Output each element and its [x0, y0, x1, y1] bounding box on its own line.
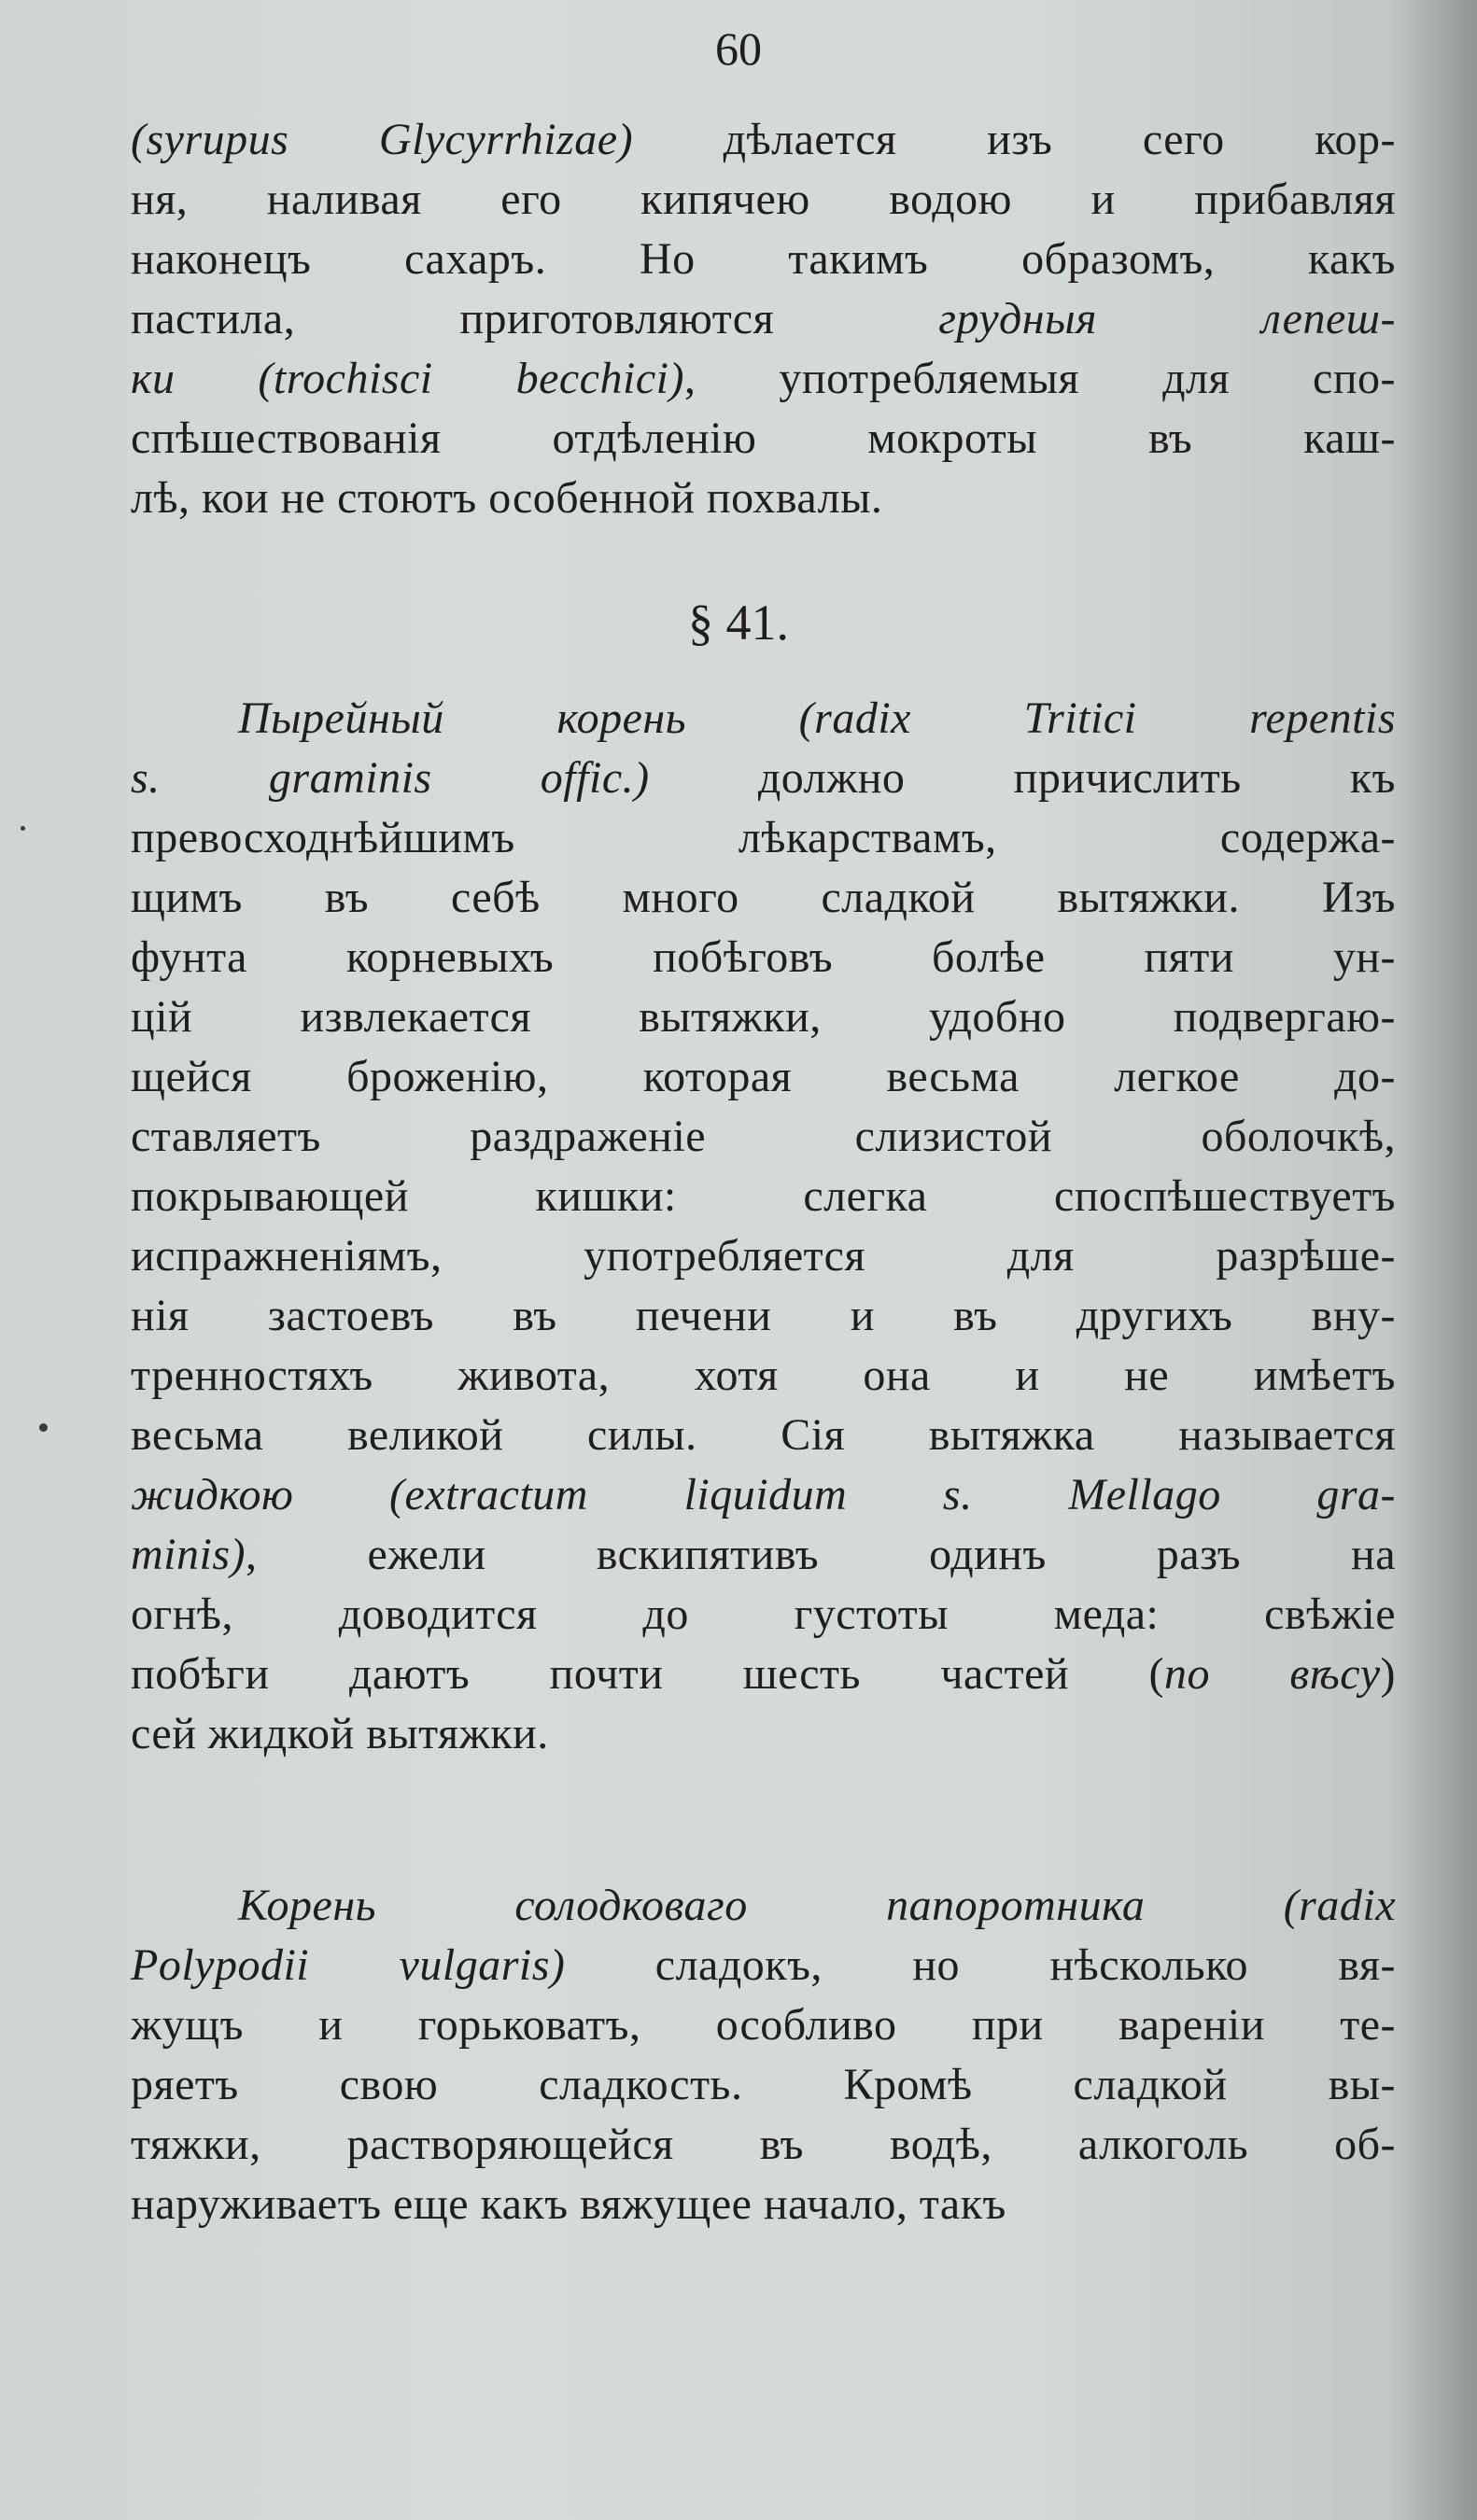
text-segment: спѣшествованія отдѣленію мокроты въ каш-	[131, 413, 1396, 463]
italic-segment: Пырейный корень (radix Tritici repentis	[238, 693, 1396, 743]
paragraph-1	[131, 110, 1396, 528]
italic-segment: жидкою (extractum liquidum s. Mellago gra-	[131, 1470, 1396, 1519]
text-segment: сладокъ, но нѣсколько вя-	[565, 1940, 1396, 1990]
text-line	[131, 409, 1396, 469]
text-segment: ставляетъ раздраженіе слизистой оболочкѣ,	[131, 1112, 1396, 1161]
italic-segment: грудныя лепеш-	[938, 294, 1397, 343]
text-segment: побѣги даютъ почти шесть частей (	[131, 1649, 1164, 1699]
text-segment: жущъ и горьковатъ, особливо при вареніи те-	[131, 2000, 1396, 2050]
text-segment: цій извлекается вытяжки, удобно подвергаю-	[131, 992, 1396, 1042]
text-segment: пастила, приготовляются	[131, 294, 939, 343]
text-segment: дѣлается изъ сего кор-	[633, 115, 1396, 164]
text-line	[131, 349, 1396, 409]
text-segment: фунта корневыхъ побѣговъ болѣе пяти ун-	[131, 932, 1396, 982]
text-segment: ряетъ свою сладкость. Кромѣ сладкой вы-	[131, 2060, 1396, 2109]
text-line	[131, 1107, 1396, 1167]
text-line	[131, 1286, 1396, 1346]
print-speck	[39, 1423, 48, 1432]
text-line	[131, 1645, 1396, 1704]
text-segment: щейся броженію, которая весьма легкое до-	[131, 1052, 1396, 1101]
text-segment: сей жидкой вытяжки.	[131, 1709, 549, 1758]
text-line	[131, 1047, 1396, 1107]
text-segment: наруживаетъ еще какъ вяжущее начало, такъ	[131, 2179, 1006, 2229]
text-segment: щимъ въ себѣ много сладкой вытяжки. Изъ	[131, 873, 1396, 922]
text-segment: , употребляемыя для спо-	[683, 354, 1396, 403]
text-line	[131, 2055, 1396, 2115]
text-line	[131, 987, 1396, 1047]
text-segment: огнѣ, доводится до густоты меда: свѣжіе	[131, 1589, 1396, 1639]
text-line	[131, 2175, 1396, 2234]
text-line	[131, 1936, 1396, 1995]
text-line	[131, 1226, 1396, 1286]
text-segment: тренностяхъ живота, хотя она и не имѣетъ	[131, 1351, 1396, 1400]
text-line	[131, 1876, 1396, 1936]
italic-segment: по вѣсу	[1163, 1649, 1381, 1699]
italic-segment: (syrupus Glycyrrhizae)	[131, 115, 634, 164]
text-line	[131, 1704, 1396, 1764]
page-number: 60	[715, 22, 762, 75]
text-line	[131, 1585, 1396, 1645]
text-line	[131, 1525, 1396, 1585]
text-segment: ня, наливая его кипячею водою и прибавляя	[131, 175, 1396, 224]
italic-segment: s. graminis offic.)	[131, 753, 650, 803]
text-line	[131, 1167, 1396, 1226]
italic-segment: minis)	[131, 1530, 246, 1579]
text-line	[131, 1995, 1396, 2055]
italic-segment: Polypodii vulgaris)	[131, 1940, 566, 1990]
paragraph-2	[131, 689, 1396, 1764]
text-line	[131, 230, 1396, 289]
text-line	[131, 749, 1396, 808]
text-line	[131, 1346, 1396, 1406]
paragraph-3	[131, 1876, 1396, 2234]
text-line	[131, 928, 1396, 987]
text-line	[131, 469, 1396, 528]
text-segment: тяжки, растворяющейся въ водѣ, алкоголь об-	[131, 2120, 1396, 2169]
text-segment: , ежели вскипятивъ одинъ разъ на	[246, 1530, 1396, 1579]
text-line	[131, 110, 1396, 170]
text-line	[131, 1406, 1396, 1465]
text-line	[131, 170, 1396, 230]
text-segment: )	[1380, 1649, 1396, 1699]
text-segment: лѣ, кои не стоютъ особенной похвалы.	[131, 473, 883, 523]
text-line	[131, 289, 1396, 349]
text-line	[131, 2115, 1396, 2175]
text-segment: испражненіямъ, употребляется для разрѣше-	[131, 1231, 1396, 1281]
text-line	[131, 1465, 1396, 1525]
section-heading: § 41.	[688, 595, 789, 651]
text-line	[131, 689, 1396, 749]
text-segment: наконецъ сахаръ. Но такимъ образомъ, какъ	[131, 234, 1396, 284]
text-line	[131, 868, 1396, 928]
text-segment: превосходнѣйшимъ лѣкарствамъ, содержа-	[131, 813, 1396, 862]
italic-segment: ки (trochisci becchici)	[131, 354, 684, 403]
text-segment: нія застоевъ въ печени и въ другихъ вну-	[131, 1291, 1396, 1340]
text-line	[131, 808, 1396, 868]
print-speck	[21, 826, 25, 831]
text-segment: весьма великой силы. Сія вытяжка называется	[131, 1410, 1396, 1460]
text-segment: покрывающей кишки: слегка споспѣшествуетъ	[131, 1171, 1396, 1221]
italic-segment: Корень солодковаго папоротника (radix	[238, 1881, 1396, 1930]
text-segment: должно причислить къ	[649, 753, 1397, 803]
